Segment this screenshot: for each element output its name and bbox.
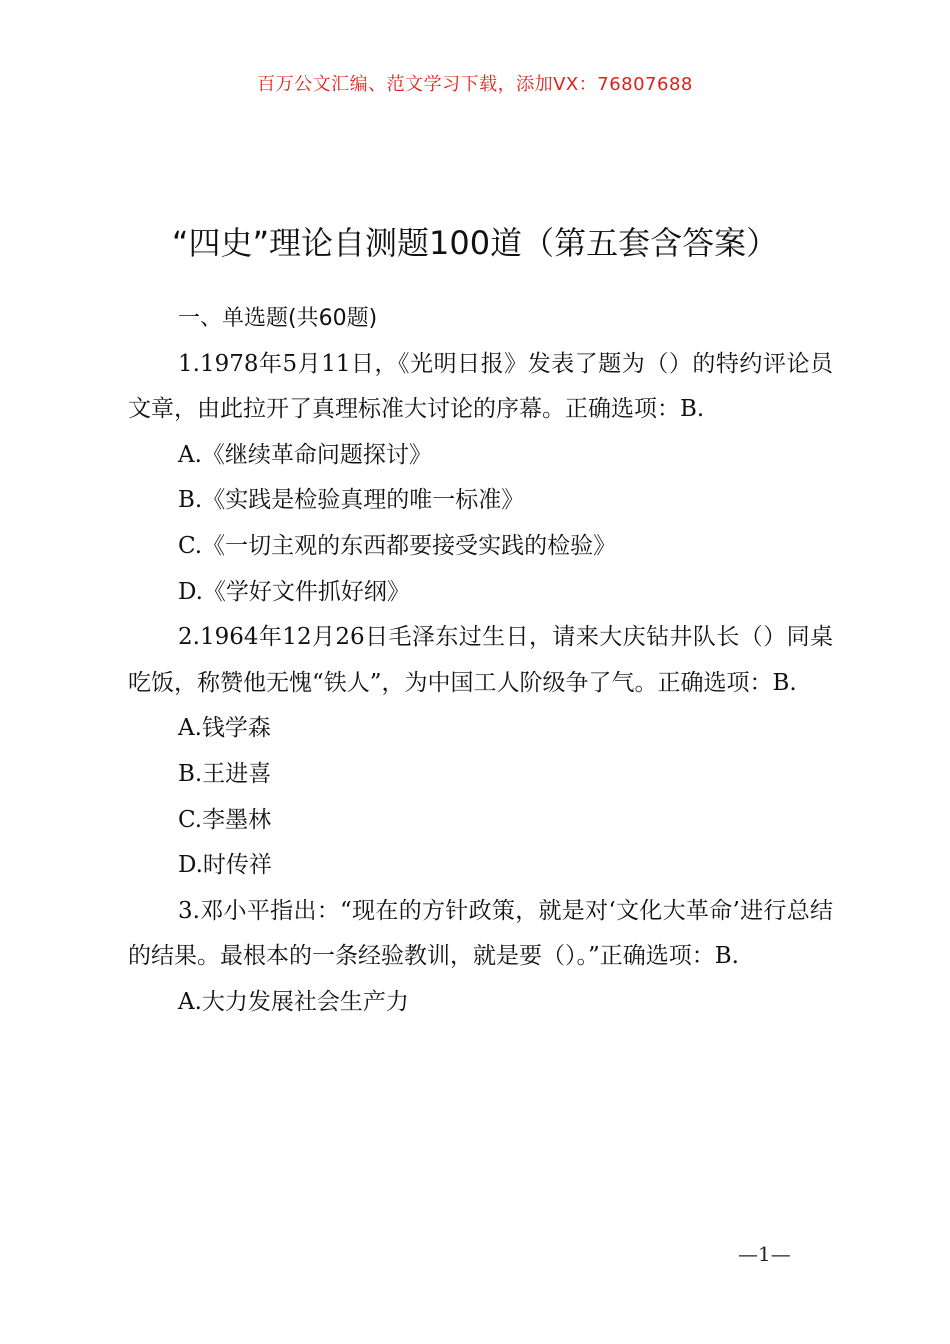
question-option: C.李墨林 xyxy=(178,806,272,833)
question-option: C.《一切主观的东西都要接受实践的检验》 xyxy=(178,532,617,559)
question-option: D.时传祥 xyxy=(178,852,272,879)
document-body xyxy=(128,296,833,1026)
question-option: B.王进喜 xyxy=(178,760,272,787)
question-option: A.钱学森 xyxy=(178,715,271,742)
question-option: B.《实践是检验真理的唯一标准》 xyxy=(178,487,525,514)
question-stem: 2.1964年12月26日毛泽东过生日，请来大庆钻井队长（）同桌吃饭，称赞他无愧“铁人”，为中国工人阶级争了气。正确选项：B. xyxy=(128,624,833,696)
header-note: 百万公文汇编、范文学习下载，添加VX：76807688 xyxy=(257,74,693,95)
question-stem: 1.1978年5月11日，《光明日报》发表了题为（）的特约评论员文章，由此拉开了真理标准大讨论的序幕。正确选项：B. xyxy=(128,350,833,423)
question-option: A.《继续革命问题探讨》 xyxy=(178,441,432,468)
section-heading: 一、单选题(共60题) xyxy=(178,306,378,331)
page-number: —1— xyxy=(738,1242,791,1266)
question-option: D.《学好文件抓好纲》 xyxy=(178,578,410,605)
question-option: A.大力发展社会生产力 xyxy=(178,988,409,1015)
question-stem: 3.邓小平指出：“现在的方针政策，就是对‘文化大革命’进行总结的结果。最根本的一条经验教训，就是要（）。”正确选项：B. xyxy=(128,897,833,970)
page-title: “四史”理论自测题100道（第五套含答案） xyxy=(171,224,779,262)
